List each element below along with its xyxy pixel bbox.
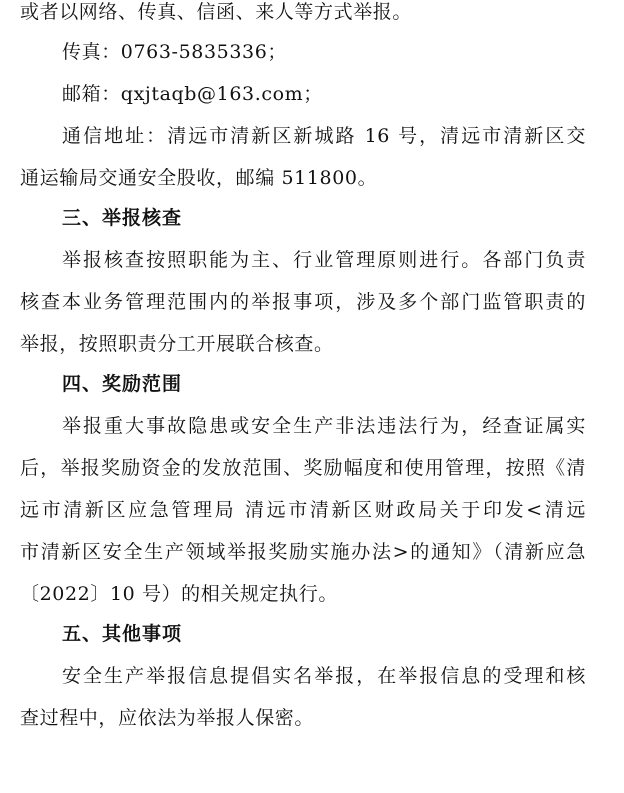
paragraph-line: 查过程中，应依法为举报人保密。 (20, 707, 315, 729)
text-line: 或者以网络、传真、信函、来人等方式举报。 (20, 1, 413, 23)
paragraph-line: 市清新区安全生产领域举报奖励实施办法>的通知》（清新应急 (20, 541, 586, 563)
section-heading-3: 三、举报核查 (62, 207, 183, 229)
section-heading-4: 四、奖励范围 (62, 373, 183, 395)
paragraph-line: 举报，按照职责分工开展联合核查。 (20, 333, 334, 355)
email-line: 邮箱：qxjtaqb@163.com； (62, 83, 323, 105)
paragraph-line: 举报重大事故隐患或安全生产非法违法行为，经查证属实 (62, 415, 586, 437)
address-line: 通信地址：清远市清新区新城路 16 号，清远市清新区交 (62, 125, 586, 147)
paragraph-line: 〔2022〕10 号）的相关规定执行。 (20, 583, 338, 605)
paragraph-line: 举报核查按照职能为主、行业管理原则进行。各部门负责 (62, 249, 586, 271)
paragraph-line: 后，举报奖励资金的发放范围、奖励幅度和使用管理，按照《清 (20, 457, 586, 479)
section-heading-5: 五、其他事项 (62, 623, 183, 645)
fax-line: 传真：0763-5835336； (62, 41, 287, 63)
paragraph-line: 安全生产举报信息提倡实名举报，在举报信息的受理和核 (62, 665, 586, 687)
address-line-cont: 通运输局交通安全股收，邮编 511800。 (20, 167, 378, 189)
paragraph-line: 远市清新区应急管理局 清远市清新区财政局关于印发<清远 (20, 499, 586, 521)
paragraph-line: 核查本业务管理范围内的举报事项，涉及多个部门监管职责的 (20, 291, 586, 313)
